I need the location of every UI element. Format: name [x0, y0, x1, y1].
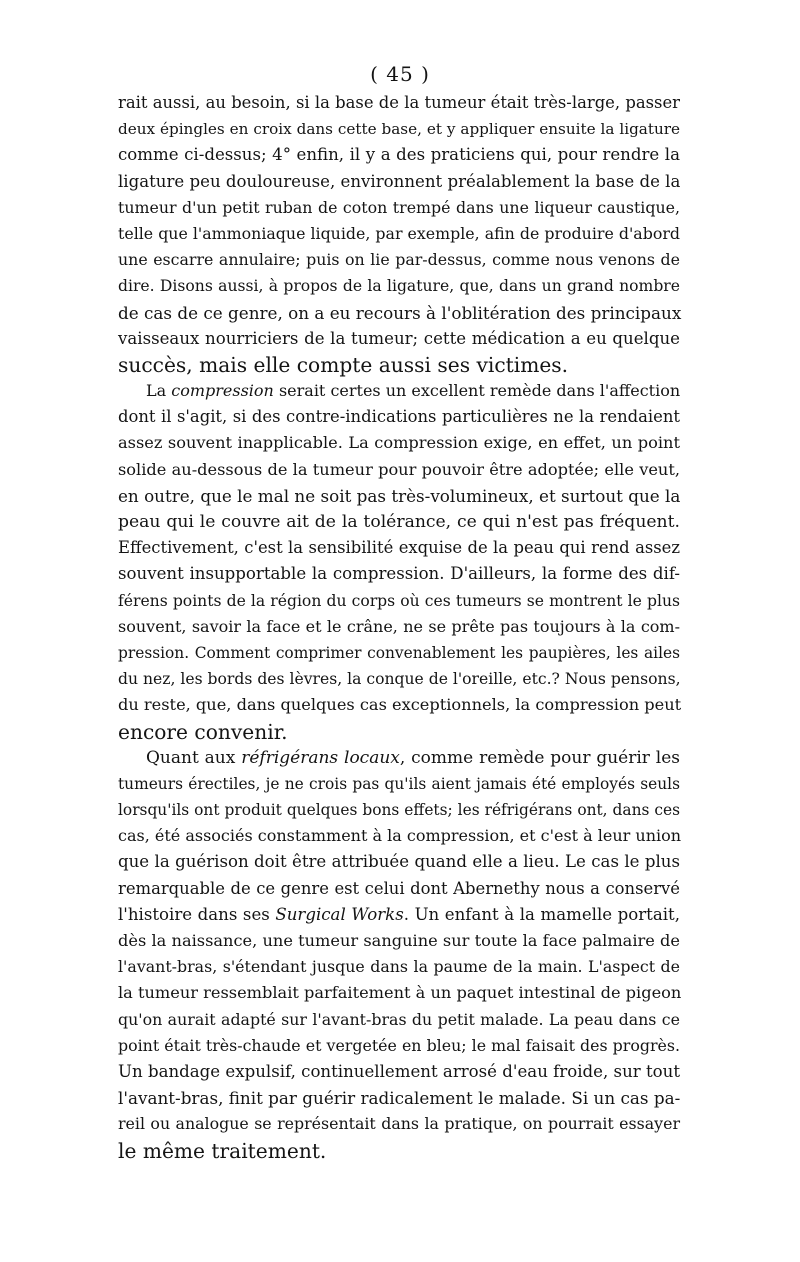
- text-line: lorsqu'ils ont produit quelques bons effets; les réfrigérans ont, dans ces: [118, 801, 680, 820]
- text-line: dont il s'agit, si des contre-indications particulières ne la rendaient: [118, 407, 680, 427]
- text-line: vaisseaux nourriciers de la tumeur; cette médication a eu quelque: [118, 328, 680, 348]
- text-line: solide au-dessous de la tumeur pour pouvoir être adoptée; elle veut,: [118, 459, 680, 479]
- text-line: Un bandage expulsif, continuellement arrosé d'eau froide, sur tout: [118, 1061, 680, 1081]
- text-line: succès, mais elle compte aussi ses victimes.: [118, 352, 569, 377]
- text-line: l'histoire dans ses Surgical Works. Un enfant à la mamelle portait,: [118, 904, 680, 924]
- page-number: ( 45 ): [370, 62, 430, 86]
- text-line: l'avant-bras, s'étendant jusque dans la paume de la main. L'aspect de: [118, 957, 680, 977]
- text-line: Effectivement, c'est la sensibilité exquise de la peau qui rend assez: [118, 538, 680, 558]
- text-line: reil ou analogue se représentait dans la pratique, on pourrait essayer: [118, 1114, 680, 1134]
- text-line: le même traitement.: [118, 1138, 327, 1163]
- paragraph-refrigerants: [118, 745, 680, 1164]
- text-line: assez souvent inapplicable. La compression exige, en effet, un point: [118, 433, 680, 453]
- text-line: tumeur d'un petit ruban de coton trempé dans une liqueur caustique,: [118, 197, 680, 217]
- text-line: une escarre annulaire; puis on lie par-dessus, comme nous venons de: [118, 250, 680, 270]
- text-line: telle que l'ammoniaque liquide, par exemple, afin de produire d'abord: [118, 223, 680, 243]
- text-line: souvent insupportable la compression. D'ailleurs, la forme des dif-: [118, 564, 680, 584]
- text-line: férens points de la région du corps où ces tumeurs se montrent le plus: [118, 591, 680, 610]
- paragraph-ligature: [118, 90, 680, 378]
- text-line: du reste, que, dans quelques cas exceptionnels, la compression peut: [118, 695, 682, 715]
- text-line: remarquable de ce genre est celui dont Abernethy nous a conservé: [118, 878, 680, 898]
- text-line: cas, été associés constamment à la compression, et c'est à leur union: [118, 826, 682, 846]
- emphasis-term: réfrigérans locaux: [241, 747, 400, 768]
- text-line: la tumeur ressemblait parfaitement à un paquet intestinal de pigeon: [118, 983, 682, 1003]
- text-line: l'avant-bras, finit par guérir radicalement le malade. Si un cas pa-: [118, 1088, 681, 1109]
- text-line: point était très-chaude et vergetée en bleu; le mal faisait des progrès.: [118, 1035, 680, 1055]
- emphasis-term: Surgical Works: [275, 904, 404, 924]
- text-line: peau qui le couvre ait de la tolérance, ce qui n'est pas fréquent.: [118, 512, 680, 532]
- text-line: pression. Comment comprimer convenablement les paupières, les ailes: [118, 643, 680, 662]
- text-line: Quant aux réfrigérans locaux, comme remède pour guérir les: [146, 747, 680, 768]
- paragraph-compression: [118, 378, 680, 745]
- text-line: dire. Disons aussi, à propos de la ligature, que, dans un grand nombre: [118, 277, 680, 296]
- emphasis-term: compression: [171, 381, 274, 401]
- text-line: dès la naissance, une tumeur sanguine sur toute la face palmaire de: [118, 931, 680, 950]
- text-line: du nez, les bords des lèvres, la conque de l'oreille, etc.? Nous pensons,: [118, 670, 681, 689]
- text-line: encore convenir.: [118, 719, 288, 744]
- text-line: souvent, savoir la face et le crâne, ne se prête pas toujours à la com-: [118, 616, 680, 636]
- text-line: deux épingles en croix dans cette base, et y appliquer ensuite la ligature: [118, 120, 680, 139]
- text-line: La compression serait certes un excellent remède dans l'affection: [146, 381, 681, 401]
- text-line: que la guérison doit être attribuée quand elle a lieu. Le cas le plus: [118, 852, 680, 872]
- text-line: comme ci-dessus; 4° enfin, il y a des praticiens qui, pour rendre la: [118, 145, 680, 165]
- text-line: ligature peu douloureuse, environnent préalablement la base de la: [118, 171, 681, 191]
- text-line: de cas de ce genre, on a eu recours à l'oblitération des principaux: [118, 302, 682, 323]
- text-line: rait aussi, au besoin, si la base de la tumeur était très-large, passer: [118, 93, 680, 112]
- text-column: [118, 90, 680, 1164]
- text-line: en outre, que le mal ne soit pas très-volumineux, et surtout que la: [118, 485, 681, 506]
- text-line: tumeurs érectiles, je ne crois pas qu'ils aient jamais été employés seuls: [118, 774, 680, 793]
- text-line: qu'on aurait adapté sur l'avant-bras du petit malade. La peau dans ce: [118, 1009, 680, 1029]
